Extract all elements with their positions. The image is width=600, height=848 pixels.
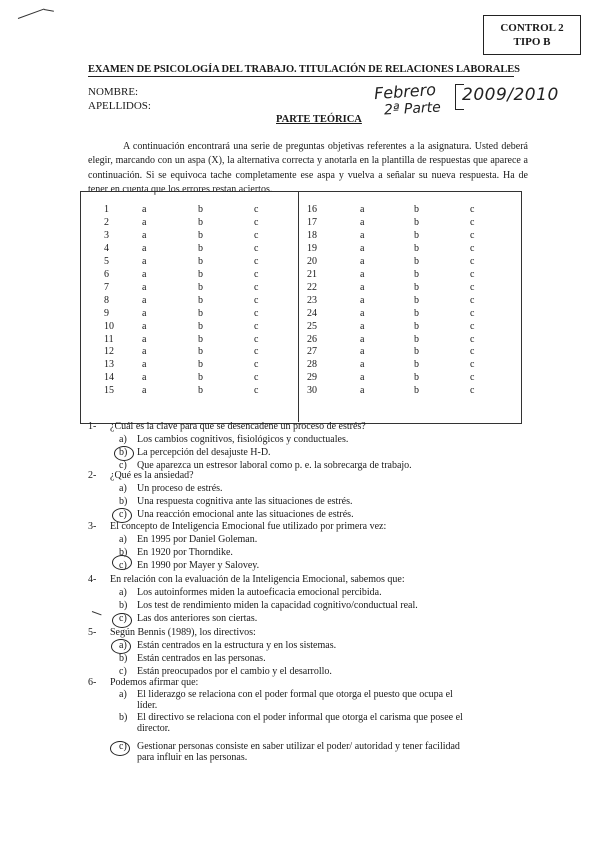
option-text: Una reacción emocional ante las situaciones de estrés.	[137, 509, 354, 520]
answer-option-c[interactable]: c	[470, 242, 475, 254]
question-6	[88, 677, 198, 688]
question-2-option[interactable]	[119, 483, 223, 494]
option-letter: c)	[119, 509, 127, 520]
answer-row-right	[0, 269, 600, 282]
answer-row-right	[0, 308, 600, 321]
answer-option-b[interactable]: b	[414, 255, 419, 267]
question-2-option[interactable]	[119, 496, 352, 507]
answer-option-c[interactable]: c	[470, 216, 475, 228]
answer-option-b[interactable]: b	[414, 229, 419, 241]
question-1-option[interactable]	[119, 447, 271, 458]
answer-option-b[interactable]: b	[414, 320, 419, 332]
option-letter: a)	[119, 587, 127, 598]
answer-option-a[interactable]: a	[142, 216, 147, 228]
answer-option-a[interactable]: a	[142, 229, 147, 241]
question-1	[88, 421, 366, 432]
answer-option-a[interactable]: a	[360, 372, 365, 384]
question-number: 5-	[88, 627, 97, 638]
answer-number: 27	[307, 346, 317, 358]
answer-option-c[interactable]: c	[470, 255, 475, 267]
answer-option-c[interactable]: c	[254, 294, 259, 306]
answer-number: 13	[104, 359, 114, 371]
answer-option-a[interactable]: a	[360, 268, 365, 280]
answer-option-b[interactable]: b	[198, 216, 203, 228]
answer-row-right	[0, 385, 600, 398]
option-text: En 1995 por Daniel Goleman.	[137, 534, 258, 545]
option-text-continued: líder.	[137, 700, 158, 711]
option-letter: a)	[119, 483, 127, 494]
answer-option-b[interactable]: b	[414, 385, 419, 397]
answer-row-right	[0, 321, 600, 334]
answer-option-b[interactable]: b	[198, 333, 203, 345]
question-text: ¿Qué es la ansiedad?	[110, 470, 194, 481]
option-text: El directivo se relaciona con el poder informal que otorga el carisma que posee el	[137, 712, 463, 723]
answer-option-c[interactable]: c	[470, 333, 475, 345]
question-1-option[interactable]	[119, 434, 348, 445]
answer-row-right	[0, 243, 600, 256]
answer-option-b[interactable]: b	[198, 255, 203, 267]
answer-option-b[interactable]: b	[198, 281, 203, 293]
answer-number: 20	[307, 255, 317, 267]
answer-option-c[interactable]: c	[470, 229, 475, 241]
answer-option-b[interactable]: b	[198, 372, 203, 384]
option-letter: a)	[119, 434, 127, 445]
answer-option-a[interactable]: a	[142, 242, 147, 254]
option-text: El liderazgo se relaciona con el poder formal que otorga el puesto que ocupa el	[137, 689, 453, 700]
option-text: Están centrados en la estructura y en los sistemas.	[137, 640, 337, 651]
answer-row-right	[0, 256, 600, 269]
answer-row-right	[0, 295, 600, 308]
option-letter: a)	[119, 640, 127, 651]
question-number: 1-	[88, 421, 97, 432]
handwritten-part: 2ª Parte	[383, 99, 442, 119]
answer-option-b[interactable]: b	[414, 333, 419, 345]
answer-option-a[interactable]: a	[360, 281, 365, 293]
option-letter: c)	[119, 460, 127, 471]
answer-option-c[interactable]: c	[254, 307, 259, 319]
answer-option-b[interactable]: b	[198, 294, 203, 306]
answer-option-c[interactable]: c	[470, 385, 475, 397]
answer-number: 19	[307, 242, 317, 254]
nombre-label: NOMBRE:	[88, 86, 139, 98]
answer-option-a[interactable]: a	[360, 333, 365, 345]
answer-number: 3	[104, 229, 109, 241]
answer-option-a[interactable]: a	[142, 385, 147, 397]
question-5-option[interactable]	[119, 666, 332, 677]
answer-circle	[112, 613, 132, 628]
year-bracket	[455, 84, 464, 110]
answer-option-b[interactable]: b	[414, 216, 419, 228]
question-2	[88, 470, 194, 481]
question-number: 4-	[88, 574, 97, 585]
option-text: Los autoinformes miden la autoeficacia emocional percibida.	[137, 587, 382, 598]
answer-option-a[interactable]: a	[360, 359, 365, 371]
option-text: La percepción del desajuste H-D.	[137, 447, 271, 458]
pen-mark	[92, 611, 102, 615]
option-letter: c)	[119, 741, 127, 752]
answer-option-c[interactable]: c	[470, 204, 475, 215]
answer-number: 24	[307, 307, 317, 319]
option-text: Que aparezca un estresor laboral como p. e. la sobrecarga de trabajo.	[137, 460, 412, 471]
answer-option-a[interactable]: a	[142, 281, 147, 293]
question-text: Podemos afirmar que:	[110, 677, 199, 688]
question-4	[88, 574, 405, 585]
option-letter: b)	[119, 600, 128, 611]
question-text: El concepto de Inteligencia Emocional fue utilizado por primera vez:	[110, 521, 387, 532]
answer-row-right	[0, 217, 600, 230]
answer-option-b[interactable]: b	[414, 346, 419, 358]
exam-type-label: TIPO B	[513, 36, 551, 48]
question-4-option[interactable]	[119, 600, 418, 611]
question-5	[88, 627, 256, 638]
answer-number: 29	[307, 372, 317, 384]
option-letter: c)	[119, 613, 127, 624]
answer-number: 25	[307, 320, 317, 332]
answer-option-a[interactable]: a	[360, 346, 365, 358]
answer-circle	[112, 555, 132, 570]
option-letter: c)	[119, 560, 127, 571]
answer-option-c[interactable]: c	[254, 229, 259, 241]
option-letter: b)	[119, 547, 128, 558]
answer-option-b[interactable]: b	[198, 204, 203, 215]
control-label: CONTROL 2	[500, 22, 564, 34]
question-4-option[interactable]	[119, 587, 382, 598]
option-text: Están preocupados por el cambio y el desarrollo.	[137, 666, 332, 677]
option-letter: a)	[119, 534, 127, 545]
answer-circle	[112, 508, 132, 523]
handwritten-month: Febrero	[373, 79, 437, 104]
question-number: 3-	[88, 521, 97, 532]
option-text-continued: director.	[137, 723, 171, 734]
answer-option-c[interactable]: c	[470, 307, 475, 319]
answer-option-c[interactable]: c	[470, 320, 475, 332]
option-letter: b)	[119, 712, 128, 723]
answer-option-c[interactable]: c	[254, 242, 259, 254]
answer-option-a[interactable]: a	[142, 204, 147, 215]
answer-option-a[interactable]: a	[360, 307, 365, 319]
handwritten-year: 2009/2010	[462, 85, 559, 105]
instructions: A continuación encontrará una serie de preguntas objetivas referentes a la asignatura. Usted deberá elegir, marcando con un aspa (X), la alternativa correcta y anotarla en la plantilla de respuestas que aparece a continuación. Si se equivoca tache completamente ese aspa y vuelva a señalar su nueva respuesta. Ha de tener en cuenta que los errores restan aciertos.	[88, 141, 528, 196]
answer-number: 23	[307, 294, 317, 306]
option-text: Las dos anteriores son ciertas.	[137, 613, 258, 624]
answer-option-b[interactable]: b	[414, 204, 419, 215]
answer-number: 2	[104, 216, 109, 228]
answer-option-c[interactable]: c	[254, 281, 259, 293]
answer-option-c[interactable]: c	[470, 346, 475, 358]
option-letter: b)	[119, 653, 128, 664]
question-3	[88, 521, 386, 532]
answer-option-a[interactable]: a	[360, 255, 365, 267]
option-text: Están centrados en las personas.	[137, 653, 266, 664]
answer-number: 18	[307, 229, 317, 241]
answer-number: 16	[307, 204, 317, 215]
answer-number: 17	[307, 216, 317, 228]
answer-option-c[interactable]: c	[254, 333, 259, 345]
section-title: PARTE TEÓRICA	[276, 114, 362, 125]
answer-option-b[interactable]: b	[198, 229, 203, 241]
answer-row-right	[0, 282, 600, 295]
question-3-option[interactable]	[119, 534, 257, 545]
answer-option-b[interactable]: b	[414, 294, 419, 306]
answer-option-c[interactable]: c	[254, 346, 259, 358]
answer-row-right	[0, 372, 600, 385]
answer-number: 7	[104, 281, 109, 293]
answer-option-a[interactable]: a	[142, 268, 147, 280]
option-text: Los cambios cognitivos, fisiológicos y conductuales.	[137, 434, 349, 445]
question-6-option[interactable]	[119, 712, 463, 723]
answer-number: 4	[104, 242, 109, 254]
pen-mark	[18, 8, 45, 19]
question-text: En relación con la evaluación de la Inteligencia Emocional, sabemos que:	[110, 574, 405, 585]
answer-number: 26	[307, 333, 317, 345]
answer-number: 30	[307, 385, 317, 397]
answer-number: 5	[104, 255, 109, 267]
answer-number: 22	[307, 281, 317, 293]
question-3-option[interactable]	[119, 560, 259, 571]
answer-number: 6	[104, 268, 109, 280]
answer-option-a[interactable]: a	[360, 204, 365, 215]
question-6-option[interactable]	[119, 741, 460, 752]
answer-number: 12	[104, 346, 114, 358]
answer-row-right	[0, 334, 600, 347]
question-2-option[interactable]	[119, 509, 354, 520]
answer-option-c[interactable]: c	[254, 204, 259, 215]
exam-title: EXAMEN DE PSICOLOGÍA DEL TRABAJO. TITULACIÓN DE RELACIONES LABORALES	[88, 64, 520, 75]
option-letter: c)	[119, 666, 127, 677]
answer-option-c[interactable]: c	[470, 281, 475, 293]
answer-number: 14	[104, 372, 114, 384]
answer-option-b[interactable]: b	[198, 242, 203, 254]
answer-option-c[interactable]: c	[470, 372, 475, 384]
answer-option-b[interactable]: b	[414, 242, 419, 254]
option-text-continued: para influir en las personas.	[137, 752, 248, 763]
answer-circle	[114, 446, 134, 461]
answer-option-a[interactable]: a	[142, 333, 147, 345]
option-text: Una respuesta cognitiva ante las situaciones de estrés.	[137, 496, 353, 507]
answer-option-a[interactable]: a	[360, 216, 365, 228]
answer-option-c[interactable]: c	[254, 268, 259, 280]
apellidos-label: APELLIDOS:	[88, 100, 151, 112]
answer-option-a[interactable]: a	[142, 372, 147, 384]
answer-number: 28	[307, 359, 317, 371]
option-text: Un proceso de estrés.	[137, 483, 223, 494]
answer-option-a[interactable]: a	[360, 294, 365, 306]
answer-option-c[interactable]: c	[254, 359, 259, 371]
answer-number: 1	[104, 204, 109, 215]
option-text: En 1920 por Thorndike.	[137, 547, 233, 558]
answer-number: 9	[104, 307, 109, 319]
answer-option-a[interactable]: a	[360, 385, 365, 397]
option-letter: a)	[119, 689, 127, 700]
answer-option-c[interactable]: c	[470, 294, 475, 306]
answer-option-c[interactable]: c	[254, 216, 259, 228]
answer-option-b[interactable]: b	[198, 359, 203, 371]
answer-option-c[interactable]: c	[254, 255, 259, 267]
answer-option-b[interactable]: b	[198, 307, 203, 319]
answer-option-b[interactable]: b	[414, 307, 419, 319]
answer-option-b[interactable]: b	[414, 281, 419, 293]
answer-option-c[interactable]: c	[254, 372, 259, 384]
answer-option-c[interactable]: c	[254, 385, 259, 397]
option-letter: b)	[119, 447, 128, 458]
title-underline	[88, 76, 514, 77]
answer-option-b[interactable]: b	[198, 320, 203, 332]
pen-mark	[44, 9, 54, 12]
answer-option-c[interactable]: c	[470, 268, 475, 280]
answer-row-right	[0, 230, 600, 243]
question-5-option[interactable]	[119, 640, 336, 651]
answer-row-right	[0, 204, 600, 217]
answer-option-b[interactable]: b	[414, 359, 419, 371]
question-text: Según Bennis (1989), los directivos:	[110, 627, 256, 638]
answer-number: 21	[307, 268, 317, 280]
answer-circle	[110, 741, 130, 756]
answer-option-a[interactable]: a	[142, 307, 147, 319]
answer-option-a[interactable]: a	[360, 229, 365, 241]
answer-option-b[interactable]: b	[198, 268, 203, 280]
answer-option-c[interactable]: c	[470, 359, 475, 371]
answer-number: 10	[104, 320, 114, 332]
option-text: Los test de rendimiento miden la capacidad cognitivo/conductual real.	[137, 600, 418, 611]
question-text: ¿Cuál es la clave para que se desencadene un proceso de estrés?	[110, 421, 366, 432]
answer-option-a[interactable]: a	[142, 346, 147, 358]
answer-option-b[interactable]: b	[198, 346, 203, 358]
question-number: 6-	[88, 677, 97, 688]
answer-option-a[interactable]: a	[360, 242, 365, 254]
answer-option-b[interactable]: b	[414, 268, 419, 280]
question-6-option[interactable]	[119, 689, 453, 700]
answer-option-a[interactable]: a	[142, 255, 147, 267]
answer-number: 8	[104, 294, 109, 306]
option-letter: b)	[119, 496, 128, 507]
control-box	[483, 15, 581, 55]
question-5-option[interactable]	[119, 653, 266, 664]
answer-row-right	[0, 359, 600, 372]
answer-number: 11	[104, 333, 114, 345]
answer-option-a[interactable]: a	[142, 294, 147, 306]
answer-option-a[interactable]: a	[360, 320, 365, 332]
option-text: Gestionar personas consiste en saber utilizar el poder/ autoridad y tener facilidad	[137, 741, 460, 752]
question-4-option[interactable]	[119, 613, 257, 624]
answer-option-a[interactable]: a	[142, 359, 147, 371]
answer-option-a[interactable]: a	[142, 320, 147, 332]
option-text: En 1990 por Mayer y Salovey.	[137, 560, 260, 571]
answer-option-b[interactable]: b	[198, 385, 203, 397]
answer-number: 15	[104, 385, 114, 397]
answer-row-right	[0, 346, 600, 359]
answer-option-b[interactable]: b	[414, 372, 419, 384]
answer-option-c[interactable]: c	[254, 320, 259, 332]
question-3-option[interactable]	[119, 547, 233, 558]
answer-circle	[111, 639, 131, 654]
question-number: 2-	[88, 470, 97, 481]
